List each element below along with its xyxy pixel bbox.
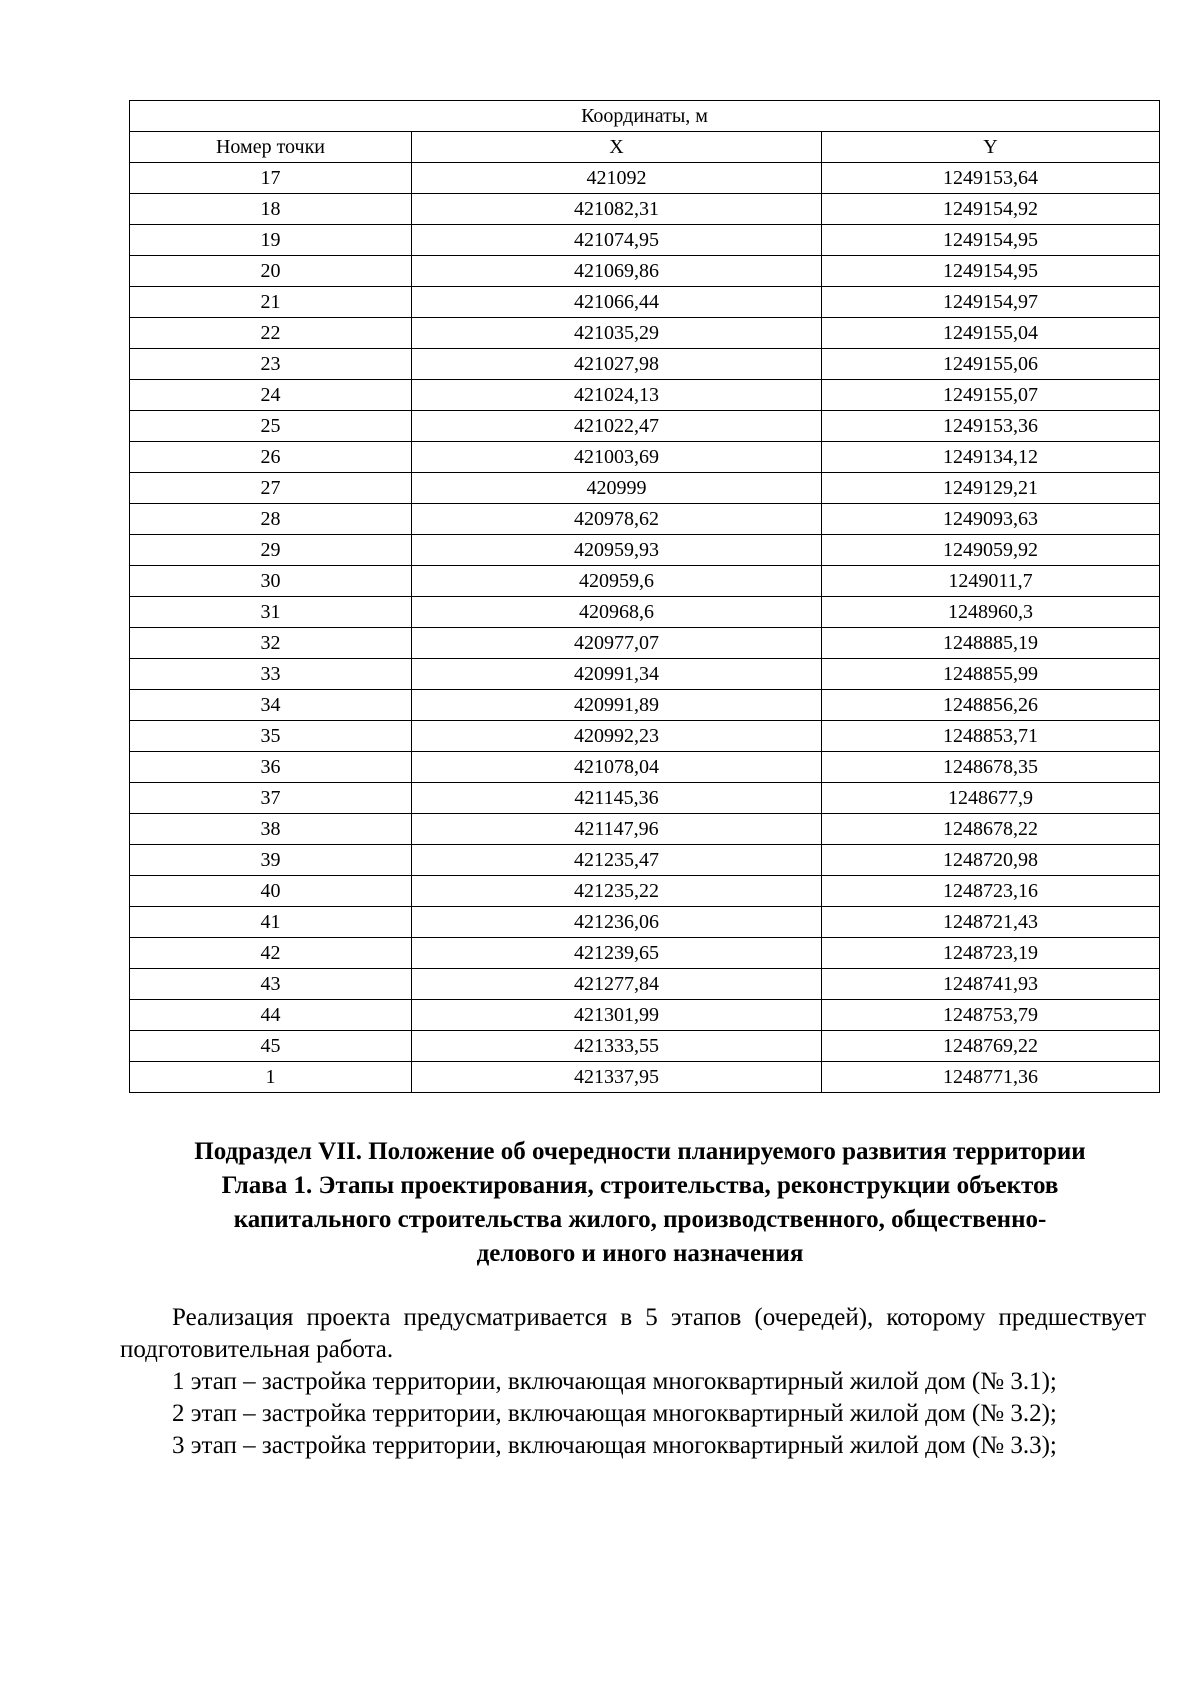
heading-line: Подраздел VII. Положение об очередности планируемого развития территории <box>194 1138 1086 1165</box>
table-group-header: Координаты, м <box>130 101 1160 132</box>
cell-x: 421277,84 <box>412 969 822 1000</box>
cell-point-number: 28 <box>130 504 412 535</box>
cell-x: 421069,86 <box>412 256 822 287</box>
table-row <box>130 1062 1160 1093</box>
cell-point-number: 1 <box>130 1062 412 1093</box>
heading-line: делового и иного назначения <box>476 1240 804 1267</box>
table-row <box>130 690 1160 721</box>
cell-point-number: 31 <box>130 597 412 628</box>
cell-point-number: 45 <box>130 1031 412 1062</box>
table-row <box>130 473 1160 504</box>
cell-y: 1248720,98 <box>822 845 1160 876</box>
cell-y: 1248856,26 <box>822 690 1160 721</box>
cell-y: 1249153,36 <box>822 411 1160 442</box>
cell-x: 420999 <box>412 473 822 504</box>
cell-y: 1249154,95 <box>822 225 1160 256</box>
cell-y: 1249134,12 <box>822 442 1160 473</box>
cell-x: 420959,93 <box>412 535 822 566</box>
table-row <box>130 225 1160 256</box>
table-row <box>130 597 1160 628</box>
table-row <box>130 783 1160 814</box>
table-row <box>130 1031 1160 1062</box>
cell-point-number: 25 <box>130 411 412 442</box>
cell-y: 1249155,07 <box>822 380 1160 411</box>
cell-y: 1249154,92 <box>822 194 1160 225</box>
table-row <box>130 876 1160 907</box>
cell-point-number: 17 <box>130 163 412 194</box>
table-row <box>130 969 1160 1000</box>
table-row <box>130 287 1160 318</box>
cell-y: 1248960,3 <box>822 597 1160 628</box>
cell-point-number: 44 <box>130 1000 412 1031</box>
cell-y: 1249059,92 <box>822 535 1160 566</box>
cell-x: 420959,6 <box>412 566 822 597</box>
table-row <box>130 814 1160 845</box>
body-text <box>120 1302 1146 1462</box>
table-header-row <box>130 132 1160 163</box>
cell-x: 421236,06 <box>412 907 822 938</box>
cell-point-number: 40 <box>130 876 412 907</box>
cell-x: 421337,95 <box>412 1062 822 1093</box>
cell-y: 1248723,16 <box>822 876 1160 907</box>
cell-y: 1248753,79 <box>822 1000 1160 1031</box>
cell-point-number: 39 <box>130 845 412 876</box>
table-row <box>130 1000 1160 1031</box>
cell-y: 1249011,7 <box>822 566 1160 597</box>
cell-x: 421301,99 <box>412 1000 822 1031</box>
cell-x: 421235,47 <box>412 845 822 876</box>
table-row <box>130 535 1160 566</box>
table-row <box>130 194 1160 225</box>
table-row <box>130 349 1160 380</box>
cell-y: 1248677,9 <box>822 783 1160 814</box>
cell-y: 1249153,64 <box>822 163 1160 194</box>
heading-line: Глава 1. Этапы проектирования, строительства, реконструкции объектов <box>221 1172 1059 1199</box>
cell-x: 420968,6 <box>412 597 822 628</box>
table-row <box>130 752 1160 783</box>
column-header-y: Y <box>822 132 1160 163</box>
cell-y: 1248853,71 <box>822 721 1160 752</box>
table-row <box>130 938 1160 969</box>
coordinates-table <box>129 100 1160 1093</box>
cell-x: 421147,96 <box>412 814 822 845</box>
cell-y: 1249154,95 <box>822 256 1160 287</box>
cell-point-number: 37 <box>130 783 412 814</box>
cell-x: 421145,36 <box>412 783 822 814</box>
table-row <box>130 504 1160 535</box>
cell-y: 1249093,63 <box>822 504 1160 535</box>
cell-point-number: 26 <box>130 442 412 473</box>
column-header-x: X <box>412 132 822 163</box>
cell-x: 421035,29 <box>412 318 822 349</box>
cell-point-number: 27 <box>130 473 412 504</box>
cell-x: 420991,34 <box>412 659 822 690</box>
cell-point-number: 21 <box>130 287 412 318</box>
cell-y: 1249155,06 <box>822 349 1160 380</box>
table-row <box>130 628 1160 659</box>
table-row <box>130 442 1160 473</box>
cell-y: 1248855,99 <box>822 659 1160 690</box>
cell-y: 1248885,19 <box>822 628 1160 659</box>
table-row <box>130 566 1160 597</box>
cell-x: 421235,22 <box>412 876 822 907</box>
cell-point-number: 19 <box>130 225 412 256</box>
cell-y: 1248678,22 <box>822 814 1160 845</box>
cell-x: 421082,31 <box>412 194 822 225</box>
cell-point-number: 43 <box>130 969 412 1000</box>
cell-x: 420977,07 <box>412 628 822 659</box>
cell-x: 420991,89 <box>412 690 822 721</box>
table-row <box>130 318 1160 349</box>
cell-y: 1248721,43 <box>822 907 1160 938</box>
cell-x: 421066,44 <box>412 287 822 318</box>
table-row <box>130 721 1160 752</box>
cell-x: 421003,69 <box>412 442 822 473</box>
cell-point-number: 29 <box>130 535 412 566</box>
table-row <box>130 907 1160 938</box>
cell-y: 1248741,93 <box>822 969 1160 1000</box>
cell-y: 1248723,19 <box>822 938 1160 969</box>
cell-x: 421078,04 <box>412 752 822 783</box>
cell-point-number: 38 <box>130 814 412 845</box>
table-row <box>130 380 1160 411</box>
table-row <box>130 845 1160 876</box>
cell-x: 420992,23 <box>412 721 822 752</box>
paragraph-stage-2: 2 этап – застройка территории, включающая многоквартирный жилой дом (№ 3.2); <box>172 1400 1057 1427</box>
cell-point-number: 33 <box>130 659 412 690</box>
cell-y: 1249155,04 <box>822 318 1160 349</box>
cell-y: 1248771,36 <box>822 1062 1160 1093</box>
cell-point-number: 24 <box>130 380 412 411</box>
cell-point-number: 36 <box>130 752 412 783</box>
table-row <box>130 411 1160 442</box>
cell-y: 1248678,35 <box>822 752 1160 783</box>
cell-x: 421022,47 <box>412 411 822 442</box>
cell-x: 421092 <box>412 163 822 194</box>
cell-point-number: 32 <box>130 628 412 659</box>
heading-line: капитального строительства жилого, производственного, общественно- <box>233 1206 1047 1233</box>
cell-y: 1249154,97 <box>822 287 1160 318</box>
cell-point-number: 22 <box>130 318 412 349</box>
paragraph-intro: Реализация проекта предусматривается в 5 этапов (очередей), которому предшествует подготовительная работа. <box>120 1304 1146 1363</box>
section-heading <box>120 1135 1160 1271</box>
cell-x: 421333,55 <box>412 1031 822 1062</box>
table-group-header-row <box>130 101 1160 132</box>
cell-x: 421239,65 <box>412 938 822 969</box>
paragraph-stage-3: 3 этап – застройка территории, включающая многоквартирный жилой дом (№ 3.3); <box>172 1432 1057 1459</box>
cell-x: 421027,98 <box>412 349 822 380</box>
cell-y: 1249129,21 <box>822 473 1160 504</box>
cell-x: 421024,13 <box>412 380 822 411</box>
cell-point-number: 20 <box>130 256 412 287</box>
cell-x: 420978,62 <box>412 504 822 535</box>
cell-point-number: 34 <box>130 690 412 721</box>
table-row <box>130 256 1160 287</box>
cell-x: 421074,95 <box>412 225 822 256</box>
cell-y: 1248769,22 <box>822 1031 1160 1062</box>
cell-point-number: 23 <box>130 349 412 380</box>
cell-point-number: 35 <box>130 721 412 752</box>
cell-point-number: 41 <box>130 907 412 938</box>
paragraph-stage-1: 1 этап – застройка территории, включающая многоквартирный жилой дом (№ 3.1); <box>172 1368 1057 1395</box>
table-row <box>130 163 1160 194</box>
cell-point-number: 18 <box>130 194 412 225</box>
table-row <box>130 659 1160 690</box>
cell-point-number: 30 <box>130 566 412 597</box>
column-header-point-number: Номер точки <box>130 132 412 163</box>
cell-point-number: 42 <box>130 938 412 969</box>
